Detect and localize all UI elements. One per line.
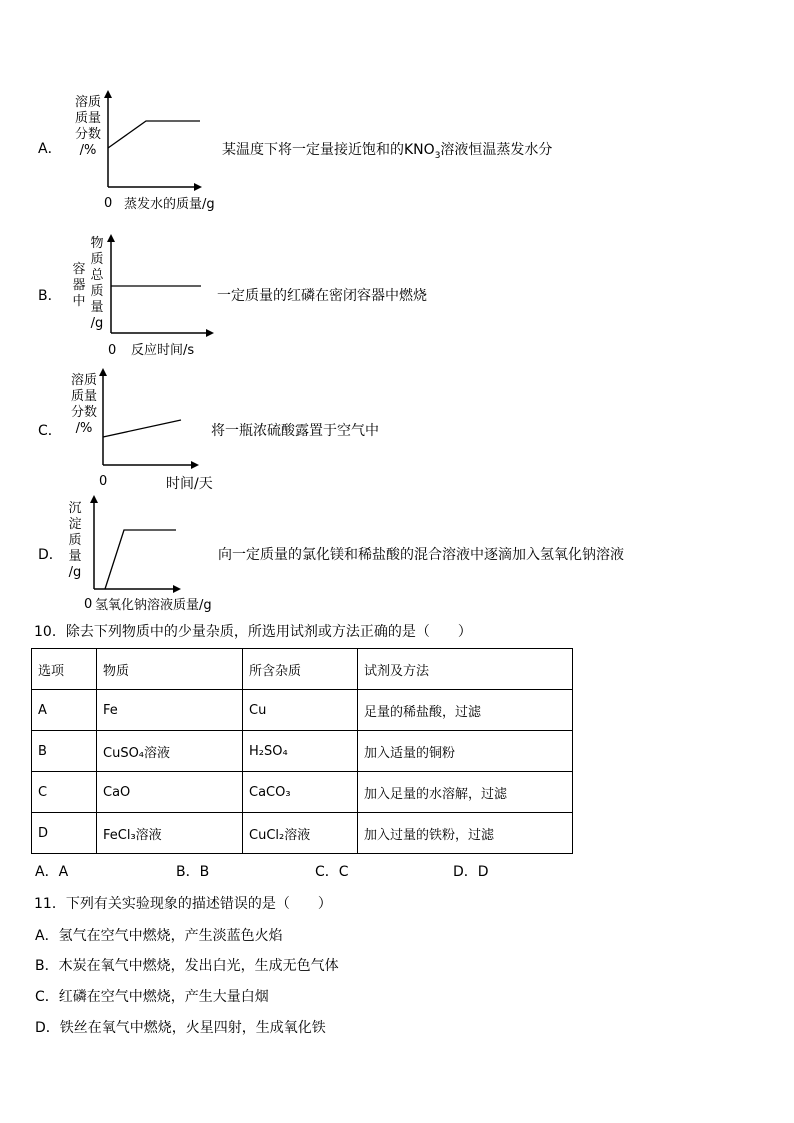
- ylabel-char: /g: [90, 316, 104, 331]
- table-row: [32, 813, 573, 854]
- table-cell: FeCl₃溶液: [97, 813, 243, 854]
- ylabel-char: /g: [68, 565, 82, 580]
- ylabel-line: 分数: [74, 127, 101, 142]
- ylabel-line: 溶质: [74, 95, 101, 110]
- graph-a-xlabel: 蒸发水的质量/g: [124, 197, 215, 212]
- ylabel-char: 质: [90, 252, 104, 267]
- question-11-stem: 11．下列有关实验现象的描述错误的是（ ）: [34, 896, 332, 912]
- graph-c-description: 将一瓶浓硫酸露置于空气中: [211, 423, 379, 439]
- graph-b-ylabel-col1: [72, 262, 86, 310]
- option-letter-a: A．: [38, 141, 62, 157]
- graph-b-axes: [102, 234, 220, 338]
- graph-d-axes: [87, 495, 187, 595]
- graph-c-xlabel: 时间/天: [166, 476, 213, 492]
- table-header-cell: 物质: [97, 649, 243, 690]
- table-cell: Fe: [97, 690, 243, 731]
- graph-d-curve: [105, 530, 176, 589]
- q11-option-a: A．氢气在空气中燃烧，产生淡蓝色火焰: [35, 928, 283, 944]
- table-cell: Cu: [243, 690, 358, 731]
- table-cell: H₂SO₄: [243, 731, 358, 772]
- table-header-cell: 试剂及方法: [358, 649, 573, 690]
- ylabel-line: /%: [79, 143, 97, 158]
- table-row: [32, 731, 573, 772]
- table-header-cell: 所含杂质: [243, 649, 358, 690]
- ylabel-char: 量: [68, 549, 82, 564]
- ylabel-line: 分数: [70, 405, 97, 420]
- table-row: [32, 690, 573, 731]
- table-header-row: [32, 649, 573, 690]
- table-cell: 足量的稀盐酸，过滤: [358, 690, 573, 731]
- graph-a-origin: 0: [104, 196, 113, 211]
- ylabel-char: 容: [72, 262, 86, 277]
- ylabel-line: 质量: [74, 111, 101, 126]
- table-cell: B: [32, 731, 97, 772]
- ylabel-char: 总: [90, 268, 104, 283]
- option-letter-b: B．: [38, 288, 62, 304]
- choice-c: C．C: [315, 864, 349, 880]
- question-10-table: [31, 648, 573, 854]
- graph-b-description: 一定质量的红磷在密闭容器中燃烧: [217, 288, 427, 304]
- option-letter-d: D．: [38, 547, 63, 563]
- ylabel-char: 淀: [68, 517, 82, 532]
- graph-d-xlabel: 氢氧化钠溶液质量/g: [95, 598, 212, 613]
- q11-option-b: B．木炭在氧气中燃烧，发出白光，生成无色气体: [35, 958, 339, 974]
- choice-d: D．D: [453, 864, 489, 880]
- graph-c-curve: [103, 420, 181, 437]
- table-cell: CaCO₃: [243, 772, 358, 813]
- table-cell: 加入足量的水溶解，过滤: [358, 772, 573, 813]
- table-row: [32, 772, 573, 813]
- graph-d-description: 向一定质量的氯化镁和稀盐酸的混合溶液中逐滴加入氢氧化钠溶液: [218, 547, 624, 563]
- ylabel-char: 物: [90, 236, 104, 251]
- ylabel-char: 沉: [68, 501, 82, 516]
- table-cell: D: [32, 813, 97, 854]
- graph-c-axes: [95, 368, 205, 470]
- table-cell: C: [32, 772, 97, 813]
- ylabel-char: 器: [72, 278, 86, 293]
- q11-option-d: D．铁丝在氧气中燃烧，火星四射，生成氧化铁: [35, 1020, 326, 1036]
- graph-b-origin: 0: [108, 343, 117, 358]
- graph-b-xlabel: 反应时间/s: [131, 343, 195, 358]
- graph-c-origin: 0: [99, 474, 108, 489]
- ylabel-line: 溶质: [70, 373, 97, 388]
- ylabel-char: 质: [68, 533, 82, 548]
- ylabel-char: 质: [90, 284, 104, 299]
- question-10-stem: 10．除去下列物质中的少量杂质，所选用试剂或方法正确的是（ ）: [34, 624, 472, 640]
- table-cell: 加入适量的铜粉: [358, 731, 573, 772]
- ylabel-line: 质量: [70, 389, 97, 404]
- graph-a-curve: [108, 121, 200, 148]
- table-cell: CuSO₄溶液: [97, 731, 243, 772]
- ylabel-char: 量: [90, 300, 104, 315]
- graph-d-ylabel: [66, 501, 84, 581]
- table-cell: 加入过量的铁粉，过滤: [358, 813, 573, 854]
- graph-a-axes: [100, 90, 210, 195]
- choice-a: A．A: [35, 864, 69, 880]
- ylabel-char: 中: [72, 294, 86, 309]
- table-cell: CuCl₂溶液: [243, 813, 358, 854]
- table-header-cell: 选项: [32, 649, 97, 690]
- choice-b: B．B: [176, 864, 210, 880]
- graph-d-origin: 0: [84, 597, 93, 612]
- q11-option-c: C．红磷在空气中燃烧，产生大量白烟: [35, 989, 269, 1005]
- table-cell: A: [32, 690, 97, 731]
- ylabel-line: /%: [75, 421, 93, 436]
- option-letter-c: C．: [38, 423, 62, 439]
- graph-a-description: 某温度下将一定量接近饱和的$KNO_3$溶液恒温蒸发水分: [222, 142, 553, 161]
- table-cell: CaO: [97, 772, 243, 813]
